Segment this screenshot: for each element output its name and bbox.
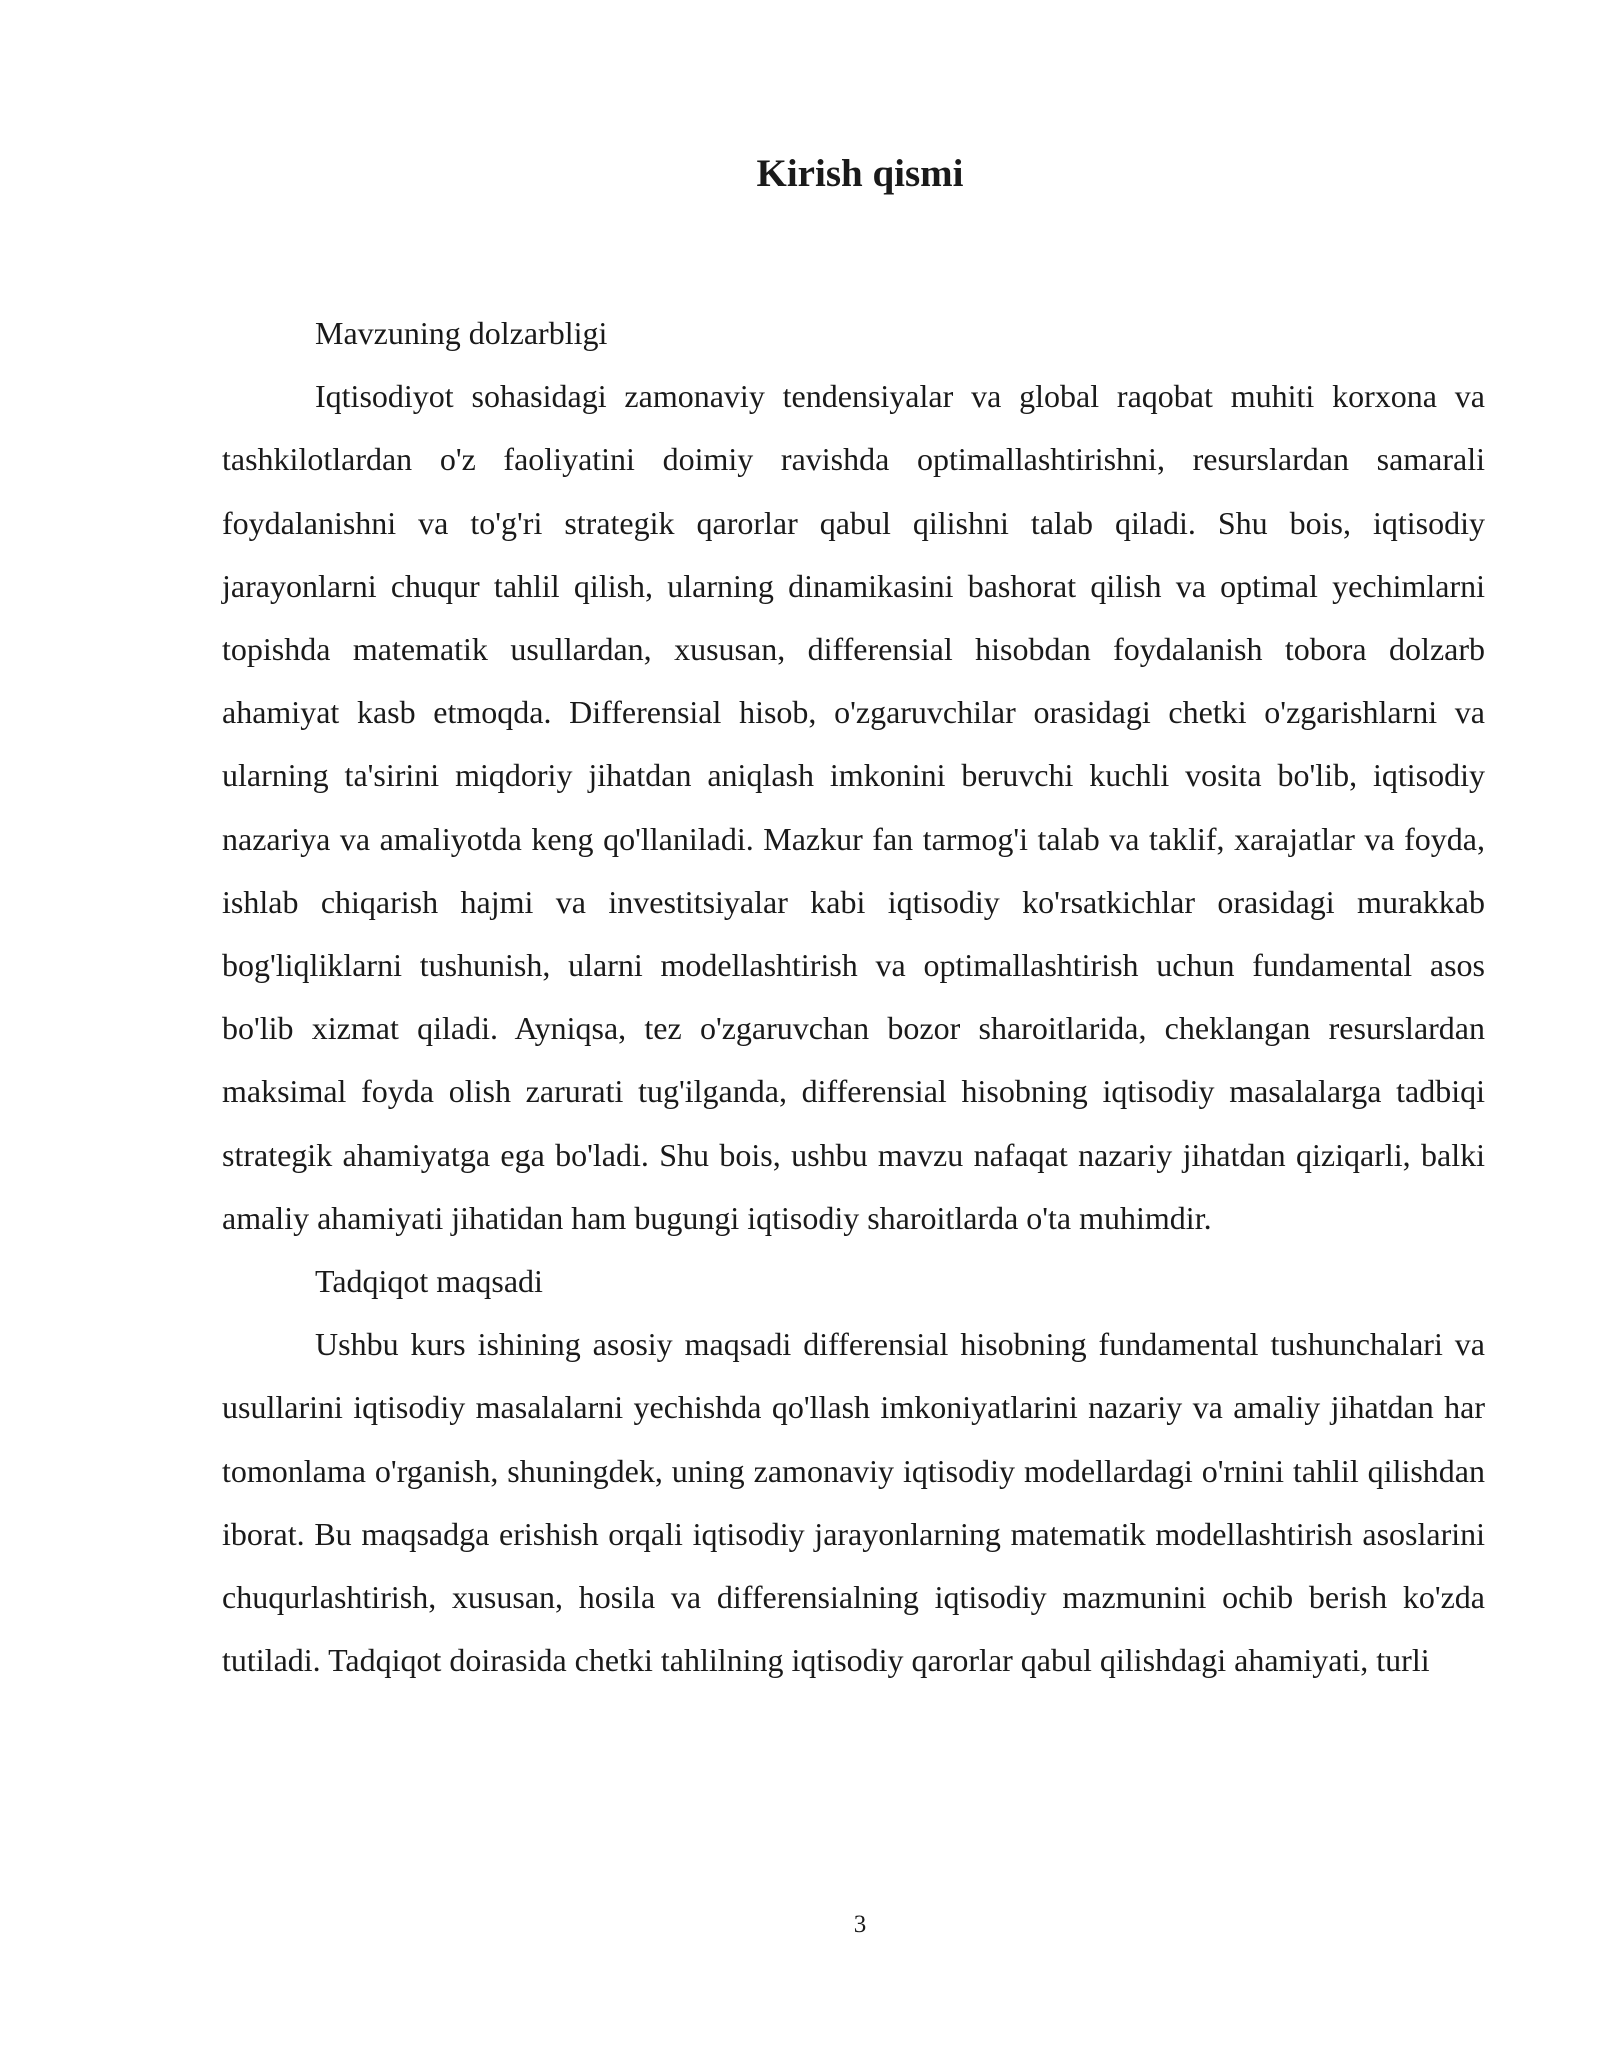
section-heading-relevance: Mavzuning dolzarbligi [315,315,608,351]
page-title: Kirish qismi [756,152,964,195]
section-paragraph-relevance: Iqtisodiyot sohasidagi zamonaviy tendensiyalar va global raqobat muhiti korxona va tashkilotlardan o'z faoliyatini doimiy ravishda optimallashtirishni, resurslardan samarali foydalanishni va to'g'ri strategik qarorlar qabul qilishni talab qiladi. Shu bois, iqtisodiy jarayonlarni chuqur tahlil qilish, ularning dinamikasini bashorat qilish va optimal yechimlarni topishda matematik usullardan, xususan, differensial hisobdan foydalanish tobora dolzarb ahamiyat kasb etmoqda. Differensial hisob, o'zgaruvchilar orasidagi chetki o'zgarishlarni va ularning ta'sirini miqdoriy jihatdan aniqlash imkonini beruvchi kuchli vosita bo'lib, iqtisodiy nazariya va amaliyotda keng qo'llaniladi. Mazkur fan tarmog'i talab va taklif, xarajatlar va foyda, ishlab chiqarish hajmi va investitsiyalar kabi iqtisodiy ko'rsatkichlar orasidagi murakkab bog'liqliklarni tushunish, ularni modellashtirish va optimallashtirish uchun fundamental asos bo'lib xizmat qiladi. Ayniqsa, tez o'zgaruvchan bozor sharoitlarida, cheklangan resurslardan maksimal foyda olish zarurati tug'ilganda, differensial hisobning iqtisodiy masalalarga tadbiqi strategik ahamiyatga ega bo'ladi. Shu bois, ushbu mavzu nafaqat nazariy jihatdan qiziqarli, balki amaliy ahamiyati jihatidan ham bugungi iqtisodiy sharoitlarda o'ta muhimdir. [222,378,1485,1236]
document-body [222,302,1485,1692]
section-paragraph-goal: Ushbu kurs ishining asosiy maqsadi differensial hisobning fundamental tushunchalari va usullarini iqtisodiy masalalarni yechishda qo'llash imkoniyatlarini nazariy va amaliy jihatdan har tomonlama o'rganish, shuningdek, uning zamonaviy iqtisodiy modellardagi o'rnini tahlil qilishdan iborat. Bu maqsadga erishish orqali iqtisodiy jarayonlarning matematik modellashtirish asoslarini chuqurlashtirish, xususan, hosila va differensialning iqtisodiy mazmunini ochib berish ko'zda tutiladi. Tadqiqot doirasida chetki tahlilning iqtisodiy qarorlar qabul qilishdagi ahamiyati, turli [222,1326,1485,1679]
section-heading-goal: Tadqiqot maqsadi [315,1263,543,1300]
page-number: 3 [853,1911,867,1938]
